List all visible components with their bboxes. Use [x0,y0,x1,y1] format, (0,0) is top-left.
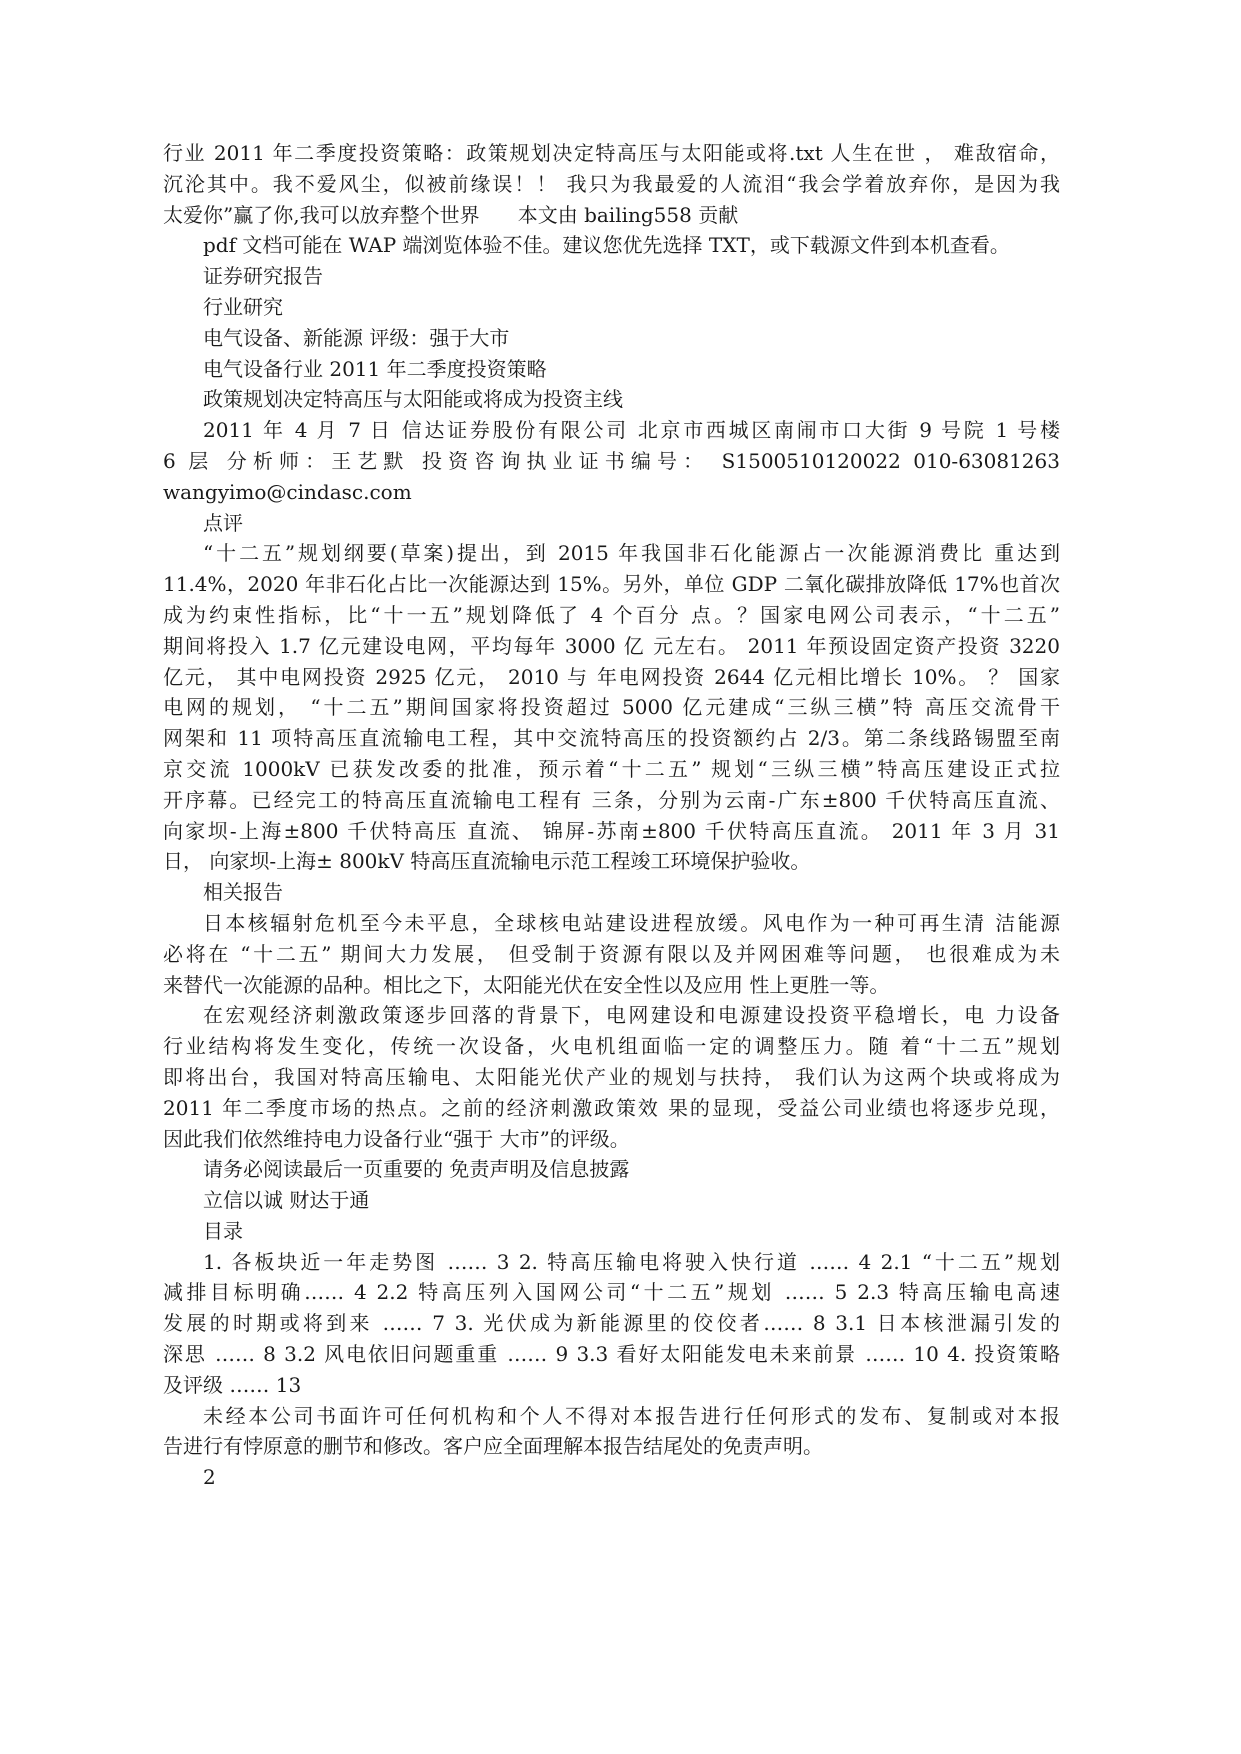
related-line: 必将在 “十二五” 期间大力发展， 但受制于资源有限以及并网困难等问题， 也很难成为未 [163,941,1060,966]
report-title: 电气设备行业 2011 年二季度投资策略 [203,356,547,381]
toc-line: 1. 各板块近一年走势图 …… 3 2. 特高压输电将驶入快行道 …… 4 2.1 “十二五”规划 [203,1249,1060,1274]
table-of-contents [163,1247,1060,1401]
toc-line: 发展的时期或将到来 …… 7 3. 光伏成为新能源里的佼佼者…… 8 3.1 日本核泄漏引发的 [163,1311,1060,1336]
intro-paragraph [163,138,1060,230]
sector-rating: 电气设备、新能源 评级：强于大市 [203,325,510,350]
review-line: 日， 向家坝-上海± 800kV 特高压直流输电示范工程竣工环境保护验收。 [163,849,811,874]
review-paragraph [163,538,1060,877]
review-line: 电网的规划， “十二五”期间国家将投资超过 5000 亿元建成“三纵三横”特 高压交流骨干 [163,695,1060,720]
intro-line: 行业 2011 年二季度投资策略：政策规划决定特高压与太阳能或将.txt 人生在世 ， 难敌宿命， [163,141,1060,165]
publisher-line: 6 层 分析师：王艺默 投资咨询执业证书编号： S1500510120022 010-63081263 [163,448,1060,473]
toc-heading: 目录 [203,1218,243,1243]
disclaimer-notice: 请务必阅读最后一页重要的 免责声明及信息披露 [203,1157,630,1182]
analyst-email: wangyimo@cindasc.com [163,479,412,504]
report-subtitle: 政策规划决定特高压与太阳能或将成为投资主线 [203,387,623,412]
toc-line: 深思 …… 8 3.2 风电依旧问题重重 …… 9 3.3 看好太阳能发电未来前景 …… 10 4. 投资策略 [163,1342,1060,1367]
review-line: 向家坝-上海±800 千伏特高压 直流、 锦屏-苏南±800 千伏特高压直流。 2011 年 3 月 31 [163,818,1060,843]
copyright-line: 告进行有悖原意的删节和修改。客户应全面理解本报告结尾处的免责声明。 [163,1434,823,1459]
intro-line: 沉沦其中。我不爱风尘，似被前缘误！！ 我只为我最爱的人流泪“我会学着放弃你，是因为我 [163,171,1060,196]
review-line: 开序幕。已经完工的特高压直流输电工程有 三条，分别为云南-广东±800 千伏特高压直流、 [163,787,1060,812]
related-paragraph [163,1000,1060,1154]
report-type: 证券研究报告 [203,264,323,289]
related-line: 因此我们依然维持电力设备行业“强于 大市”的评级。 [163,1126,630,1151]
company-motto: 立信以诚 财达于通 [203,1188,370,1213]
copyright-notice [163,1401,1060,1463]
related-line: 日本核辐射危机至今未平息，全球核电站建设进程放缓。风电作为一种可再生清 洁能源 [203,910,1060,935]
toc-line: 减排目标明确…… 4 2.2 特高压列入国网公司“十二五”规划 …… 5 2.3 特高压输电高速 [163,1280,1060,1305]
related-heading: 相关报告 [203,880,283,905]
review-line: “十二五”规划纲要(草案)提出，到 2015 年我国非石化能源占一次能源消费比 重达到 [203,541,1060,566]
related-line: 2011 年二季度市场的热点。之前的经济刺激政策效 果的显现，受益公司业绩也将逐步兑现， [163,1095,1060,1120]
review-line: 网架和 11 项特高压直流输电工程，其中交流特高压的投资额约占 2/3。第二条线路锡盟至南 [163,726,1060,751]
page-number: 2 [203,1465,216,1490]
related-line: 行业结构将发生变化，传统一次设备，火电机组面临一定的调整压力。随 着“十二五”规划 [163,1034,1060,1059]
related-line: 即将出台，我国对特高压输电、太阳能光伏产业的规划与扶持， 我们认为这两个块或将成为 [163,1064,1060,1089]
publisher-info [163,415,1060,507]
intro-line: 太爱你”赢了你,我可以放弃整个世界 本文由 bailing558 贡献 [163,202,739,227]
review-line: 11.4%，2020 年非石化占比一次能源达到 15%。另外，单位 GDP 二氧化碳排放降低 17%也首次 [163,572,1060,597]
review-line: 京交流 1000kV 已获发改委的批准，预示着“十二五” 规划“三纵三横”特高压建设正式拉 [163,756,1060,781]
review-line: 期间将投入 1.7 亿元建设电网，平均每年 3000 亿 元左右。 2011 年预设固定资产投资 3220 [163,633,1060,658]
format-notice: pdf 文档可能在 WAP 端浏览体验不佳。建议您优先选择 TXT，或下载源文件到本机查看。 [203,233,1010,258]
publisher-line: 2011 年 4 月 7 日 信达证券股份有限公司 北京市西城区南闹市口大街 9 号院 1 号楼 [203,418,1060,443]
review-heading: 点评 [203,510,243,535]
related-paragraph [163,908,1060,1000]
report-category: 行业研究 [203,294,283,319]
document-page [163,138,1060,1493]
related-line: 来替代一次能源的品种。相比之下，太阳能光伏在安全性以及应用 性上更胜一等。 [163,972,890,997]
related-line: 在宏观经济刺激政策逐步回落的背景下，电网建设和电源建设投资平稳增长，电 力设备 [203,1003,1060,1028]
review-line: 亿元， 其中电网投资 2925 亿元， 2010 与 年电网投资 2644 亿元相比增长 10%。 ？ 国家 [163,664,1060,689]
copyright-line: 未经本公司书面许可任何机构和个人不得对本报告进行任何形式的发布、复制或对本报 [203,1403,1060,1428]
review-line: 成为约束性指标，比“十一五”规划降低了 4 个百分 点。？国家电网公司表示，“十二五” [163,602,1060,627]
toc-line: 及评级 …… 13 [163,1372,302,1397]
